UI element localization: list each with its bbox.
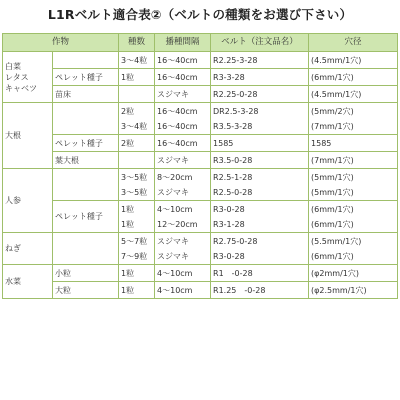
belt-cell-line: R1.25 -0-28 (213, 285, 266, 295)
header-crop: 作物 (3, 34, 119, 52)
crop-name: 人参 (5, 196, 21, 205)
hole-cell-line: (6mm/1穴) (311, 72, 354, 82)
seeds-cell-line: 2粒 (121, 106, 135, 116)
belt-cell (211, 201, 309, 233)
table-row (3, 265, 398, 282)
subtype-cell (53, 103, 119, 135)
belt-cell-line: R3.5-0-28 (213, 155, 253, 165)
spacing-cell-line: 4～10cm (157, 268, 193, 278)
belt-cell (211, 233, 309, 265)
spacing-cell-line: 16～40cm (157, 106, 198, 116)
seeds-cell-line: 2粒 (121, 138, 135, 148)
seeds-cell-line: 1粒 (121, 285, 135, 295)
seeds-cell (119, 265, 155, 282)
belt-cell (211, 69, 309, 86)
belt-cell (211, 86, 309, 103)
belt-cell-line: R1 -0-28 (213, 268, 253, 278)
belt-cell-line: DR2.5-3-28 (213, 106, 259, 116)
spacing-cell (155, 103, 211, 135)
belt-compatibility-table (2, 33, 398, 299)
seeds-cell (119, 52, 155, 69)
spacing-cell (155, 201, 211, 233)
belt-cell (211, 52, 309, 69)
hole-cell-line: (5mm/1穴) (311, 187, 354, 197)
table-row (3, 135, 398, 152)
spacing-cell-line: 16～40cm (157, 121, 198, 131)
page-title: L1Rベルト適合表②（ベルトの種類をお選び下さい） (47, 7, 353, 22)
seeds-cell-line: 5～7粒 (121, 236, 148, 246)
crop-name: 大根 (5, 131, 21, 140)
hole-cell (309, 152, 398, 169)
hole-cell (309, 52, 398, 69)
hole-cell (309, 233, 398, 265)
table-row (3, 103, 398, 135)
subtype-cell: ペレット種子 (53, 201, 119, 233)
spacing-cell-line: 16～40cm (157, 72, 198, 82)
spacing-cell (155, 135, 211, 152)
header-spacing: 播種間隔 (155, 34, 211, 52)
header-hole: 穴径 (309, 34, 398, 52)
hole-cell-line: (6mm/1穴) (311, 204, 354, 214)
subtype-cell (53, 233, 119, 265)
hole-cell-line: (5mm/2穴) (311, 106, 354, 116)
spacing-cell-line: 4～10cm (157, 204, 193, 214)
seeds-cell (119, 135, 155, 152)
seeds-cell (119, 152, 155, 169)
subtype-cell (53, 52, 119, 69)
hole-cell-line: (7mm/1穴) (311, 121, 354, 131)
hole-cell-line: (6mm/1穴) (311, 251, 354, 261)
hole-cell-line: (5.5mm/1穴) (311, 236, 362, 246)
crop-cell (3, 103, 53, 169)
seeds-cell (119, 103, 155, 135)
belt-cell (211, 282, 309, 299)
subtype-cell: 葉大根 (53, 152, 119, 169)
hole-cell (309, 169, 398, 201)
crop-name: 白菜 (5, 61, 21, 71)
crop-name: キャベツ (5, 83, 37, 93)
table-row (3, 52, 398, 69)
spacing-cell-line: スジマキ (157, 251, 190, 261)
hole-cell-line: (4.5mm/1穴) (311, 89, 362, 99)
crop-name: レタス (5, 72, 29, 82)
spacing-cell-line: 8～20cm (157, 172, 193, 182)
spacing-cell-line: 16～40cm (157, 55, 198, 65)
spacing-cell (155, 152, 211, 169)
crop-name: 水菜 (5, 277, 21, 286)
hole-cell-line: (7mm/1穴) (311, 155, 354, 165)
subtype-cell: 大粒 (53, 282, 119, 299)
belt-cell-line: R3.5-3-28 (213, 121, 253, 131)
belt-cell-line: R2.5-1-28 (213, 172, 253, 182)
hole-cell (309, 135, 398, 152)
seeds-cell (119, 86, 155, 103)
seeds-cell-line: 1粒 (121, 219, 135, 229)
subtype-cell: 苗床 (53, 86, 119, 103)
crop-cell (3, 265, 53, 299)
seeds-cell-line: 1粒 (121, 72, 135, 82)
subtype-cell (53, 169, 119, 201)
subtype-cell: ペレット種子 (53, 69, 119, 86)
belt-cell (211, 103, 309, 135)
spacing-cell (155, 69, 211, 86)
spacing-cell-line: 12～20cm (157, 219, 198, 229)
subtype-cell: 小粒 (53, 265, 119, 282)
belt-cell-line: R3-0-28 (213, 251, 245, 261)
seeds-cell (119, 169, 155, 201)
seeds-cell-line: 1粒 (121, 268, 135, 278)
hole-cell-line: (6mm/1穴) (311, 219, 354, 229)
spacing-cell-line: スジマキ (157, 155, 190, 165)
crop-cell (3, 233, 53, 265)
seeds-cell-line: 3～4粒 (121, 55, 148, 65)
seeds-cell (119, 282, 155, 299)
table-row (3, 152, 398, 169)
belt-cell-line: R2.25-0-28 (213, 89, 258, 99)
belt-cell (211, 152, 309, 169)
belt-cell-line: R2.5-0-28 (213, 187, 253, 197)
seeds-cell (119, 201, 155, 233)
hole-cell (309, 265, 398, 282)
seeds-cell-line: 7～9粒 (121, 251, 148, 261)
crop-name: ねぎ (5, 244, 21, 253)
belt-cell (211, 135, 309, 152)
table-row (3, 282, 398, 299)
hole-cell (309, 69, 398, 86)
table-row (3, 86, 398, 103)
header-belt: ベルト（注文品名） (211, 34, 309, 52)
table-row (3, 201, 398, 233)
spacing-cell-line: 16～40cm (157, 138, 198, 148)
spacing-cell (155, 169, 211, 201)
spacing-cell (155, 86, 211, 103)
table-row (3, 69, 398, 86)
hole-cell-line: (5mm/1穴) (311, 172, 354, 182)
belt-cell-line: 1585 (213, 138, 234, 148)
hole-cell (309, 86, 398, 103)
belt-cell-line: R3-1-28 (213, 219, 245, 229)
header-seeds: 種数 (119, 34, 155, 52)
spacing-cell-line: スジマキ (157, 89, 190, 99)
spacing-cell (155, 265, 211, 282)
belt-cell-line: R3-0-28 (213, 204, 245, 214)
crop-cell (3, 169, 53, 233)
crop-cell (3, 52, 53, 103)
hole-cell (309, 103, 398, 135)
hole-cell (309, 201, 398, 233)
spacing-cell (155, 52, 211, 69)
belt-cell-line: R3-3-28 (213, 72, 245, 82)
hole-cell-line: 1585 (311, 138, 332, 148)
subtype-cell: ペレット種子 (53, 135, 119, 152)
spacing-cell-line: スジマキ (157, 236, 190, 246)
seeds-cell-line: 3～4粒 (121, 121, 148, 131)
belt-cell-line: R2.75-0-28 (213, 236, 258, 246)
table-row (3, 233, 398, 265)
header-row (3, 34, 398, 52)
seeds-cell (119, 69, 155, 86)
hole-cell-line: (φ2.5mm/1穴) (311, 285, 367, 295)
seeds-cell (119, 233, 155, 265)
spacing-cell (155, 282, 211, 299)
seeds-cell-line: 1粒 (121, 204, 135, 214)
belt-cell-line: R2.25-3-28 (213, 55, 258, 65)
spacing-cell-line: スジマキ (157, 187, 190, 197)
seeds-cell-line: 3～5粒 (121, 187, 148, 197)
spacing-cell-line: 4～10cm (157, 285, 193, 295)
spacing-cell (155, 233, 211, 265)
belt-cell (211, 169, 309, 201)
seeds-cell-line: 3～5粒 (121, 172, 148, 182)
hole-cell-line: (4.5mm/1穴) (311, 55, 362, 65)
hole-cell (309, 282, 398, 299)
hole-cell-line: (φ2mm/1穴) (311, 268, 359, 278)
table-row (3, 169, 398, 201)
belt-cell (211, 265, 309, 282)
